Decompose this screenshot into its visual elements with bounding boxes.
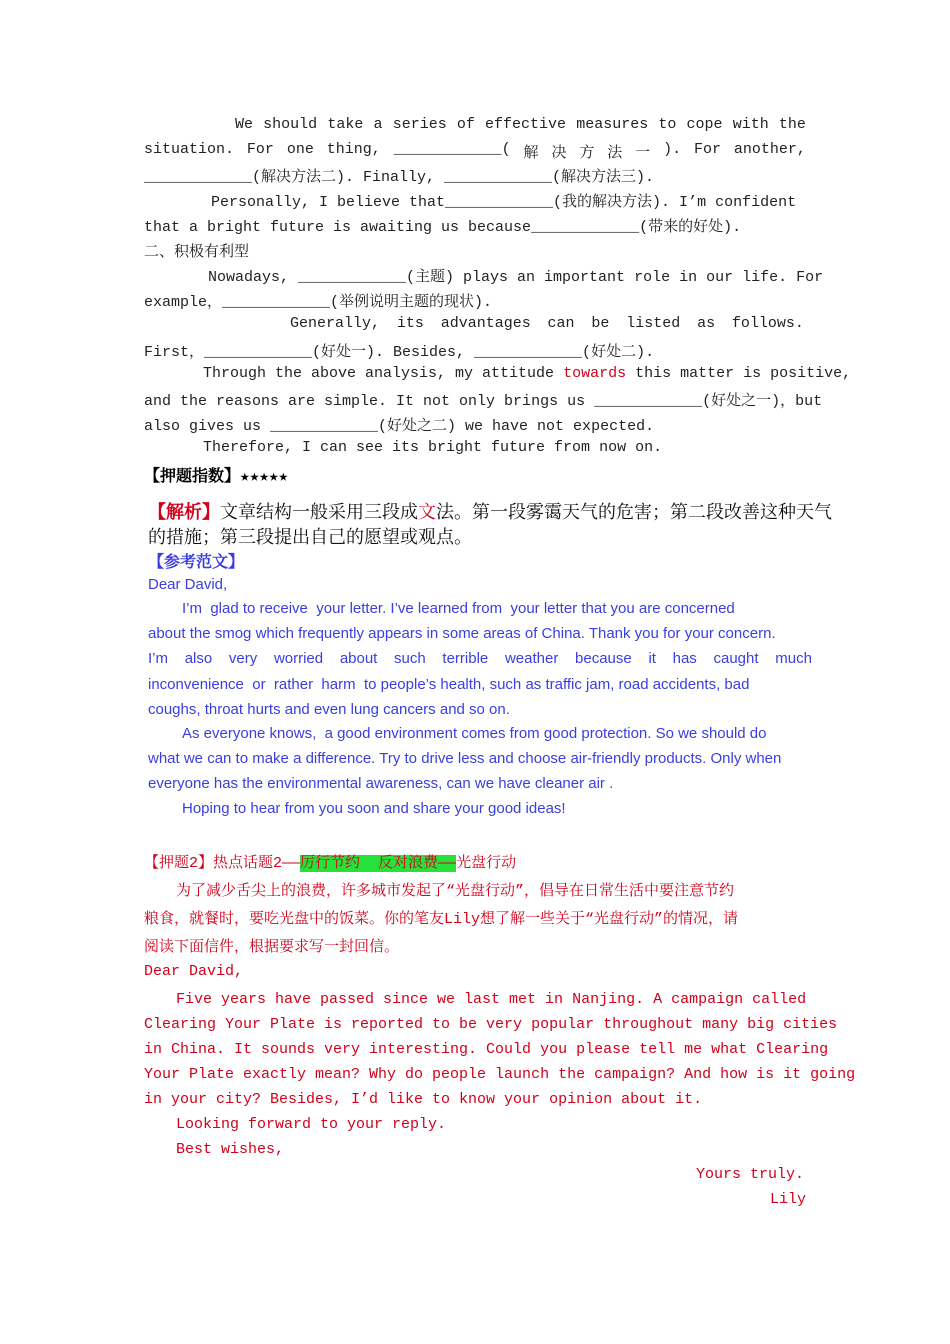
t1-p1-line2 bbox=[144, 141, 806, 162]
t2-p3-line2: and the reasons are simple. It not only brings us ____________(好处之一)，but bbox=[144, 393, 823, 410]
word: worried bbox=[273, 650, 324, 667]
word: For bbox=[693, 141, 721, 158]
topic2-heading-gap bbox=[360, 855, 378, 872]
word: can bbox=[547, 315, 575, 332]
analysis-label: 【解析】 bbox=[148, 502, 220, 522]
word: 一 bbox=[635, 145, 651, 162]
topic2-letter-line1: Five years have passed since we last met in Nanjing. A campaign called bbox=[176, 991, 807, 1008]
word: thing, bbox=[326, 141, 381, 158]
topic2-heading-hl1: 厉行节约 bbox=[300, 855, 361, 872]
word: For bbox=[246, 141, 274, 158]
analysis-text-a: 文章结构一般采用三段成 bbox=[220, 502, 418, 522]
topic2-letter-line3: in China. It sounds very interesting. Could you please tell me what Clearing bbox=[144, 1041, 829, 1058]
word: with bbox=[732, 116, 769, 133]
topic2-letter-line5: in your city? Besides, I’d like to know your opinion about it. bbox=[144, 1091, 703, 1108]
word: 决 bbox=[551, 145, 567, 162]
topic2-heading-b: 光盘行动 bbox=[456, 855, 517, 872]
word: much bbox=[775, 650, 812, 667]
t2-p3-line1-b: this matter is positive, bbox=[626, 365, 852, 382]
word: terrible bbox=[442, 650, 489, 667]
t2-p3-line1 bbox=[203, 365, 851, 382]
topic2-intro-line1: 为了减少舌尖上的浪费，许多城市发起了“光盘行动”，倡导在日常生活中要注意节约 bbox=[176, 883, 735, 900]
word: 法 bbox=[607, 145, 623, 162]
t2-p1-line2: example，____________(举例说明主题的现状). bbox=[144, 294, 493, 311]
topic2-closing1: Looking forward to your reply. bbox=[176, 1116, 447, 1133]
sample-p1-line5: coughs, throat hurts and even lung cancers and so on. bbox=[148, 701, 510, 718]
word: of bbox=[456, 116, 475, 133]
sample-p2-line2: what we can to make a difference. Try to drive less and choose air-friendly products. Only when bbox=[148, 750, 782, 767]
rating-line: 【押题指数】★★★★★ bbox=[144, 468, 289, 486]
word: 方 bbox=[579, 145, 595, 162]
t1-p1-line1 bbox=[235, 116, 806, 133]
word: We bbox=[235, 116, 254, 133]
word: another, bbox=[733, 141, 806, 158]
topic2-letter-line2: Clearing Your Plate is reported to be very popular throughout many big cities bbox=[144, 1016, 838, 1033]
analysis-text-red: 文 bbox=[418, 502, 436, 522]
sample-p2-line1: As everyone knows, a good environment comes from good protection. So we should do bbox=[182, 725, 767, 742]
sample-p2-line3: everyone has the environmental awareness, can we have cleaner air . bbox=[148, 775, 614, 792]
word: caught bbox=[713, 650, 759, 667]
word: a bbox=[373, 116, 383, 133]
sample-label: 【参考范文】 bbox=[148, 554, 245, 571]
word: 解 bbox=[523, 145, 539, 162]
topic2-intro-line2: 粮食，就餐时，要吃光盘中的饭菜。你的笔友Lily想了解一些关于“光盘行动”的情况，请 bbox=[144, 911, 739, 928]
word: should bbox=[263, 116, 318, 133]
analysis-line1 bbox=[148, 498, 832, 524]
word: has bbox=[672, 650, 697, 667]
topic2-sign1: Yours truly. bbox=[695, 1166, 804, 1183]
word: it bbox=[648, 650, 656, 667]
sample-p3-line1: Hoping to hear from you soon and share your good ideas! bbox=[182, 800, 566, 817]
word: advantages bbox=[440, 315, 531, 332]
sample-p1-line1: I’m glad to receive your letter. I’ve learned from your letter that you are concerned bbox=[182, 600, 735, 617]
word: situation. bbox=[144, 141, 235, 158]
t2-p2-line1 bbox=[290, 315, 804, 332]
sample-p1-line3 bbox=[148, 650, 812, 667]
word: the bbox=[778, 116, 806, 133]
word: as bbox=[697, 315, 716, 332]
word: weather bbox=[504, 650, 559, 667]
sample-greeting: Dear David, bbox=[148, 576, 228, 593]
word: listed bbox=[626, 315, 681, 332]
t1-p1-line3: ____________(解决方法二). Finally, ____________(解决方法三). bbox=[144, 169, 655, 186]
sample-p1-line2: about the smog which frequently appears in some areas of China. Thank you for your concern. bbox=[148, 625, 776, 642]
topic2-heading-a: 【押题2】热点话题2—— bbox=[144, 855, 301, 872]
topic2-intro-line3: 阅读下面信件，根据要求写一封回信。 bbox=[144, 939, 400, 956]
word: its bbox=[396, 315, 424, 332]
word: I’m bbox=[148, 650, 168, 667]
t1-p2-line1: Personally, I believe that____________(我的解决方法). I’m confident bbox=[211, 194, 797, 211]
word: because bbox=[575, 650, 632, 667]
word: very bbox=[228, 650, 258, 667]
analysis-text-b: 法。第一段雾霭天气的危害；第二段改善这种天气 bbox=[436, 502, 832, 522]
topic2-closing2: Best wishes, bbox=[176, 1141, 285, 1158]
topic2-heading bbox=[144, 851, 516, 872]
topic2-heading-hl2: 反对浪费—— bbox=[378, 855, 457, 872]
word: cope bbox=[686, 116, 723, 133]
word: also bbox=[184, 650, 213, 667]
analysis-line2: 的措施；第三段提出自己的愿望或观点。 bbox=[148, 527, 472, 547]
t2-p1-line1: Nowadays, ____________(主题) plays an important role in our life. For bbox=[208, 269, 824, 286]
word: series bbox=[392, 116, 447, 133]
word: such bbox=[394, 650, 426, 667]
t2-p2-line2: First，____________(好处一). Besides, ____________(好处二). bbox=[144, 344, 655, 361]
word: take bbox=[327, 116, 364, 133]
word: effective bbox=[485, 116, 567, 133]
word: measures bbox=[576, 116, 649, 133]
word: about bbox=[339, 650, 378, 667]
word: follows. bbox=[731, 315, 804, 332]
section-heading: 二、积极有利型 bbox=[144, 244, 250, 261]
t2-p3-line3: also gives us ____________(好处之二) we have not expected. bbox=[144, 418, 655, 435]
word: Generally, bbox=[290, 315, 381, 332]
t2-p4-line1: Therefore, I can see its bright future from now on. bbox=[203, 439, 663, 456]
t1-p2-line2: that a bright future is awaiting us because____________(带来的好处). bbox=[144, 219, 742, 236]
word: to bbox=[658, 116, 677, 133]
t2-p3-line1-red: towards bbox=[563, 365, 627, 382]
word: ____________( bbox=[393, 141, 511, 158]
topic2-sign2: Lily bbox=[769, 1191, 806, 1208]
t2-p3-line1-a: Through the above analysis, my attitude bbox=[203, 365, 564, 382]
topic2-greeting: Dear David, bbox=[144, 963, 244, 980]
word: one bbox=[286, 141, 314, 158]
sample-p1-line4: inconvenience or rather harm to people’s health, such as traffic jam, road accidents, bad bbox=[148, 676, 750, 693]
word: be bbox=[591, 315, 610, 332]
topic2-letter-line4: Your Plate exactly mean? Why do people launch the campaign? And how is it going bbox=[144, 1066, 856, 1083]
word: ). bbox=[663, 141, 682, 158]
